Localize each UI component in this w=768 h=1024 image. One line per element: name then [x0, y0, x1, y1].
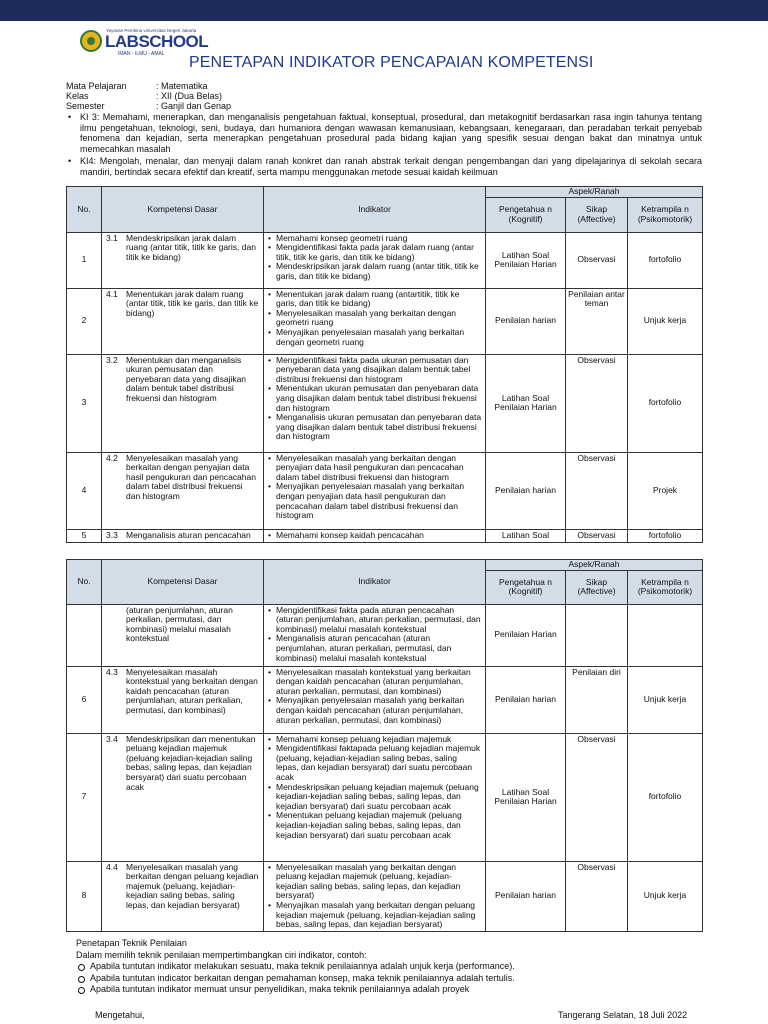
header-no: No. [67, 187, 102, 233]
cell-sikap: Observasi [566, 529, 628, 542]
cell-pengetahuan: Penilaian Harian [486, 604, 566, 666]
cell-indikator [264, 733, 486, 861]
cell-no: 8 [67, 861, 102, 931]
kd-code [106, 606, 126, 644]
kd-text: (aturan penjumlahan, aturan perkalian, permutasi, dan kombinasi) melalui masalah kontekstual [126, 604, 233, 644]
logo-tagline: IMAN - ILMU - AMAL [118, 51, 165, 57]
list-item: Apabila tuntutan indikator melakukan sesuatu, maka teknik penilaiannya adalah unjuk kerja (performance). [76, 961, 515, 973]
header-no: No. [67, 560, 102, 605]
cell-indikator [264, 354, 486, 452]
cell-sikap: Observasi [566, 452, 628, 529]
ki-text: KI 3: Memahami, menerapkan, dan menganalisis pengetahuan faktual, konseptual, prosedural, dan metakognitif berdasarkan rasa ingin tahunya tentang ilmu pengetahuan, teknologi, seni, budaya, dan humaniora dengan wawasan kemanusiaan, kebangsaan, kenegaraan, dan peradaban terkait penyebab fenomena dan kejadian, serta menerapkan pengetahuan prosedural pada bidang kajian yang spesifik sesuai dengan bakat dan minatnya untuk memecahkan masalah [80, 112, 702, 154]
cell-sikap: Observasi [566, 354, 628, 452]
indikator-list [267, 454, 482, 521]
indikator-list [267, 356, 482, 442]
subject-meta [66, 81, 231, 111]
indikator-list [267, 863, 482, 930]
ki-text: KI4: Mengolah, menalar, dan menyaji dalam ranah konkret dan ranah abstrak terkait dengan pengembangan dari yang dipelajarinya di sekolah secara mandiri, bertindak secara efektif dan kreatif, serta mampu menggunakan metode sesuai kaidah keilmuan [80, 156, 702, 177]
cell-kompetensi-dasar [102, 452, 264, 529]
cell-no: 7 [67, 733, 102, 861]
indikator-list [267, 234, 482, 282]
ki-4 [66, 156, 702, 177]
top-banner [0, 0, 768, 21]
kompetensi-inti [66, 112, 702, 180]
kd-line [106, 234, 259, 263]
table-row [67, 232, 703, 288]
table-row [67, 452, 703, 529]
header-aspek-ranah: Aspek/Ranah [486, 187, 703, 198]
indikator-item: • Memahami konsep peluang kejadian majemuk [267, 735, 482, 745]
indikator-item: • Menentukan peluang kejadian majemuk (peluang kejadian-kejadian saling bebas, saling lepas, dan kejadian bersyarat) dari suatu percobaan acak [267, 811, 482, 840]
cell-kompetensi-dasar [102, 666, 264, 733]
cell-ketrampilan: Projek [628, 452, 703, 529]
cell-indikator [264, 529, 486, 542]
labschool-logo [80, 28, 209, 58]
cell-no: 1 [67, 232, 102, 288]
cell-ketrampilan: fortofolio [628, 733, 703, 861]
cell-pengetahuan: Latihan Soal [486, 529, 566, 542]
notes-heading: Penetapan Teknik Penilaian [76, 938, 187, 948]
indikator-item: • Memahami konsep kaidah pencacahan [267, 531, 482, 541]
cell-kompetensi-dasar [102, 232, 264, 288]
cell-sikap [566, 604, 628, 666]
cell-no: 2 [67, 288, 102, 354]
indikator-item: • Menganalisis aturan pencacahan (aturan penjumlahan, aturan perkalian, permutasi, dan kombinasi) melalui masalah kontekstual [267, 634, 482, 663]
indikator-item: • Menyajikan penyelesaian masalah yang berkaitan dengan geometri ruang [267, 328, 482, 347]
cell-sikap: Observasi [566, 733, 628, 861]
cell-ketrampilan: fortofolio [628, 529, 703, 542]
kd-code: 3.1 [106, 232, 118, 243]
list-item: Apabila tuntutan indikator memuat unsur penyelidikan, maka teknik penilaiannya adalah proyek [76, 984, 515, 996]
header-sikap: Sikap (Affective) [566, 570, 628, 604]
indikator-item: • Mendeskripsikan peluang kejadian majemuk (peluang kejadian-kejadian saling bebas, saling lepas, dan kejadian bersyarat) dari suatu percobaan acak [267, 783, 482, 812]
header-kompetensi-dasar: Kompetensi Dasar [102, 187, 264, 233]
indikator-list [267, 290, 482, 348]
indikator-list [267, 735, 482, 841]
kd-code: 4.2 [106, 452, 118, 463]
indikator-item: • Menyajikan penyelesaian masalah yang berkaitan dengan kaidah pencacahan (aturan penjumlahan, aturan perkalian, permutasi, dan kombinasi) [267, 696, 482, 725]
kd-line [106, 863, 259, 911]
cell-pengetahuan: Latihan Soal Penilaian Harian [486, 733, 566, 861]
kd-line [106, 735, 259, 793]
kd-line [106, 356, 259, 404]
kd-text: Menyelesaikan masalah yang berkaitan dengan penyajian data hasil pengukuran dan pencacahan dalam tabel distribusi frekuensi dan histogram [126, 452, 256, 501]
cell-no: 3 [67, 354, 102, 452]
competency-table-1 [66, 186, 703, 543]
cell-kompetensi-dasar [102, 861, 264, 931]
competency-table-2 [66, 559, 703, 932]
cell-no: 6 [67, 666, 102, 733]
indikator-item: • Mendeskripsikan jarak dalam ruang (antar titik, titik ke garis, dan titik ke bidang) [267, 262, 482, 281]
ki-3 [66, 112, 702, 154]
notes-list [76, 961, 515, 996]
cell-kompetensi-dasar [102, 733, 264, 861]
header-sikap: Sikap (Affective) [566, 197, 628, 232]
meta-label: Mata Pelajaran [66, 81, 127, 91]
indikator-item: • Menganalisis ukuran pemusatan dan penyebaran data yang disajikan dalam bentuk tabel distribusi frekuensi dan histogram [267, 413, 482, 442]
cell-kompetensi-dasar [102, 354, 264, 452]
indikator-item: • Mengidentifikasi faktapada peluang kejadian majemuk (peluang, kejadian-kejadian saling bebas, saling lepas, dan kejadian bersyarat) dari suatu percobaan acak [267, 744, 482, 782]
logo-name: LABSCHOOL [105, 32, 209, 51]
kd-text: Mendeskripsikan jarak dalam ruang (antar titik, titik ke garis, dan titik ke bidang) [126, 232, 256, 262]
kd-line [106, 290, 259, 319]
cell-indikator [264, 232, 486, 288]
kd-code: 4.1 [106, 288, 118, 299]
indikator-item: • Menyelesaikan masalah yang berkaitan dengan geometri ruang [267, 309, 482, 328]
cell-pengetahuan: Penilaian harian [486, 452, 566, 529]
logo-foundation-text: Yayasan Pembina Universitas Negeri Jakarta [106, 28, 197, 33]
meta-label: Semester [66, 101, 105, 111]
header-ketrampilan: Ketrampila n (Psikomotorik) [628, 570, 703, 604]
table-row [67, 666, 703, 733]
kd-code: 4.3 [106, 666, 118, 677]
kd-code: 3.2 [106, 354, 118, 365]
signature-acknowledged: Mengetahui, [95, 1010, 145, 1020]
cell-ketrampilan: fortofolio [628, 232, 703, 288]
document-title: PENETAPAN INDIKATOR PENCAPAIAN KOMPETENSI [189, 54, 594, 71]
bullet-icon: • [68, 156, 72, 167]
kd-text: Menyelesaikan masalah yang berkaitan dengan peluang kejadian majemuk (peluang, kejadian-kejadian saling bebas, saling lepas, dan kejadian bersyarat) [126, 861, 259, 910]
meta-value: : Ganjil dan Genap [156, 101, 232, 111]
cell-pengetahuan: Latihan Soal Penilaian Harian [486, 232, 566, 288]
meta-value: : Matematika [156, 81, 208, 91]
cell-pengetahuan: Latihan Soal Penilaian Harian [486, 354, 566, 452]
notes-intro: Dalam memilih teknik penilaian mempertimbangkan ciri indikator, contoh: [76, 949, 367, 960]
kd-text: Menentukan jarak dalam ruang (antar titik, titik ke garis, dan titik ke bidang) [126, 288, 259, 318]
kd-text: Menyelesaikan masalah kontekstual yang berkaitan dengan kaidah pencacahan (aturan penjumlahan, aturan perkalian, permutasi, dan kombinasi) [126, 666, 258, 715]
cell-ketrampilan: Unjuk kerja [628, 861, 703, 931]
indikator-item: • Mengidentifikasi fakta pada aturan pencacahan (aturan penjumlahan, aturan perkalian, permutasi, dan kombinasi) melalui masalah kontekstual [267, 606, 482, 635]
meta-row [66, 91, 231, 101]
cell-ketrampilan: Unjuk kerja [628, 666, 703, 733]
indikator-item: • Menyajikan masalah yang berkaitan dengan peluang kejadian majemuk (peluang, kejadian-kejadian saling bebas, saling lepas, dan kejadian bersyarat) [267, 901, 482, 930]
cell-ketrampilan: fortofolio [628, 354, 703, 452]
indikator-item: • Menyajikan penyelesaian masalah yang berkaitan dengan penyajian data hasil pengukuran dan pencacahan dalam tabel distribusi frekuensi dan histogram [267, 482, 482, 520]
bullet-icon: • [68, 112, 72, 122]
cell-kompetensi-dasar [102, 529, 264, 542]
kd-text: Menganalisis aturan pencacahan [126, 529, 251, 540]
cell-no: 4 [67, 452, 102, 529]
kd-line [106, 668, 259, 716]
kd-line [106, 531, 259, 541]
cell-indikator [264, 666, 486, 733]
header-indikator: Indikator [264, 187, 486, 233]
cell-pengetahuan: Penilaian harian [486, 666, 566, 733]
cell-sikap: Penilaian antar teman [566, 288, 628, 354]
cell-indikator [264, 288, 486, 354]
indikator-list [267, 531, 482, 541]
indikator-item: • Menyelesaikan masalah yang berkaitan dengan penyajian data hasil pengukuran dan pencacahan dalam tabel distribusi frekuensi dan histogram [267, 454, 482, 483]
cell-no: 5 [67, 529, 102, 542]
kd-text: Menentukan dan menganalisis ukuran pemusatan dan penyebaran data yang disajikan dalam bentuk tabel distribusi frekuensi dan histogram [126, 354, 247, 403]
kd-text: Mendeskripsikan dan menentukan peluang kejadian majemuk (peluang kejadian-kejadian saling bebas, saling lepas, dan kejadian bersyarat) dari suatu percobaan acak [126, 733, 256, 792]
indikator-item: • Mengidentifikasi fakta pada jarak dalam ruang (antar titik, titik ke garis, dan titik ke bidang) [267, 243, 482, 262]
kd-line [106, 454, 259, 502]
meta-row [66, 101, 231, 111]
cell-no [67, 604, 102, 666]
kd-line [106, 606, 259, 644]
table-row [67, 354, 703, 452]
indikator-item: • Menentukan jarak dalam ruang (antartitik, titik ke garis, dan titik ke bidang) [267, 290, 482, 309]
cell-ketrampilan: Unjuk kerja [628, 288, 703, 354]
header-pengetahuan: Pengetahua n (Kognitif) [486, 570, 566, 604]
signature-place-date: Tangerang Selatan, 18 Juli 2022 [558, 1010, 688, 1020]
table-row [67, 529, 703, 542]
header-aspek-ranah: Aspek/Ranah [486, 560, 703, 571]
table-row [67, 288, 703, 354]
table-row [67, 733, 703, 861]
cell-indikator [264, 452, 486, 529]
cell-pengetahuan: Penilaian harian [486, 288, 566, 354]
indikator-list [267, 606, 482, 664]
indikator-item: • Menentukan ukuran pemusatan dan penyebaran data yang disajikan dalam bentuk tabel distribusi frekuensi dan histogram [267, 384, 482, 413]
assessment-notes [76, 938, 515, 996]
indikator-list [267, 668, 482, 726]
school-emblem-icon [80, 30, 102, 52]
header-pengetahuan: Pengetahua n (Kognitif) [486, 197, 566, 232]
table-body [67, 604, 703, 931]
cell-kompetensi-dasar [102, 604, 264, 666]
indikator-item: • Menyelesaikan masalah kontekstual yang berkaitan dengan kaidah pencacahan (aturan penjumlahan, aturan perkalian, permutasi, dan kombinasi) [267, 668, 482, 697]
cell-sikap: Observasi [566, 232, 628, 288]
cell-sikap: Penilaian diri [566, 666, 628, 733]
header-indikator: Indikator [264, 560, 486, 605]
kd-code: 4.4 [106, 861, 118, 872]
cell-kompetensi-dasar [102, 288, 264, 354]
indikator-item: • Memahami konsep geometri ruang [267, 234, 482, 244]
cell-ketrampilan [628, 604, 703, 666]
table-row [67, 604, 703, 666]
meta-label: Kelas [66, 91, 89, 101]
cell-indikator [264, 861, 486, 931]
meta-value: : XII (Dua Belas) [156, 91, 223, 101]
header-kompetensi-dasar: Kompetensi Dasar [102, 560, 264, 605]
kd-code: 3.4 [106, 733, 118, 744]
cell-pengetahuan: Penilaian harian [486, 861, 566, 931]
list-item: Apabila tuntutan indicator berkaitan dengan pemahaman konsep, maka teknik penilaiannya adalah tertulis. [76, 973, 515, 985]
indikator-item: • Mengidentifikasi fakta pada ukuran pemusatan dan penyebaran data yang disajikan dalam bentuk tabel distribusi frekuensi dan histogram [267, 356, 482, 385]
kd-code: 3.3 [106, 529, 118, 540]
cell-indikator [264, 604, 486, 666]
meta-row [66, 81, 231, 91]
table-row [67, 861, 703, 931]
cell-sikap: Observasi [566, 861, 628, 931]
indikator-item: • Menyelesaikan masalah yang berkaitan dengan peluang kejadian majemuk (peluang, kejadian-kejadian saling bebas, saling lepas, dan kejadian bersyarat) [267, 863, 482, 901]
table-body [67, 232, 703, 542]
header-ketrampilan: Ketrampila n (Psikomotorik) [628, 197, 703, 232]
